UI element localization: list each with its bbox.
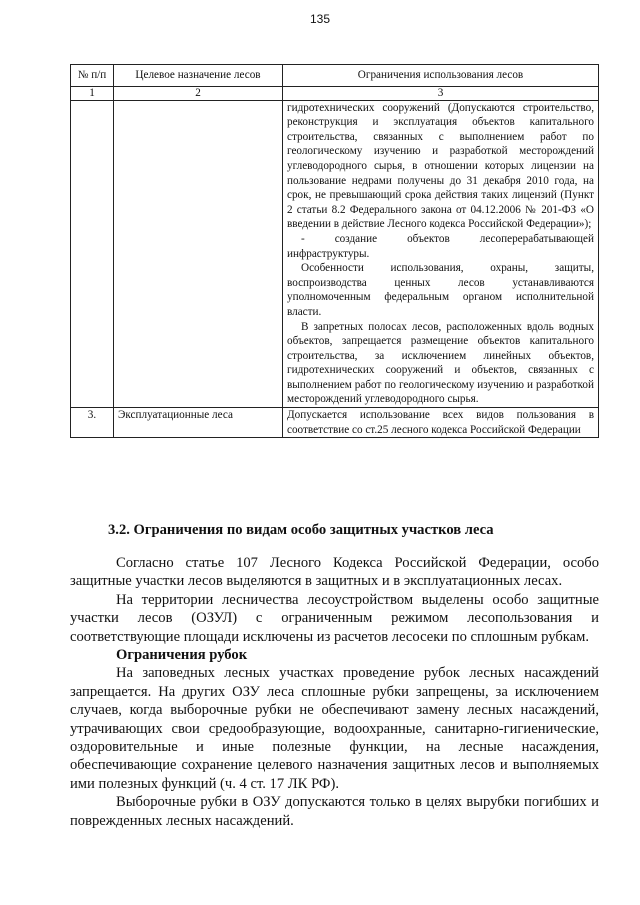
table-row (71, 408, 599, 438)
body-paragraph: На территории лесничества лесоустройством выделены особо защитные участки лесов (ОЗУЛ) с ограниченным режимом лесопользования и соответствующие площади исключены из расчетов лесосеки по сплошным рубкам. (70, 591, 599, 645)
header-number: № п/п (71, 65, 114, 87)
table-header-row (71, 65, 599, 87)
body-paragraph: Согласно статье 107 Лесного Кодекса Российской Федерации, особо защитные участки лесов выделяются в защитных и в эксплуатационных лесах. (70, 555, 599, 590)
body-paragraph: Выборочные рубки в ОЗУ допускаются только в целях вырубки погибших и поврежденных лесных насаждений. (70, 794, 599, 829)
subheading: Ограничения рубок (116, 647, 248, 664)
row-number-cell (71, 100, 114, 407)
restriction-paragraph: В запретных полосах лесов, расположенных вдоль водных объектов, запрещается размещение объектов капитального строительства, за исключением линейных объектов, гидротехнических сооружений и объектов, связанных с выполнением работ по геологическому изучению и разработкой месторождений углеводородного сырья. (287, 320, 594, 406)
restriction-paragraph: Особенности использования, охраны, защиты, воспроизводства ценных лесов устанавливаются уполномоченным федеральным органом исполнительной власти. (287, 262, 594, 318)
column-number: 3 (283, 86, 599, 100)
restriction-paragraph: гидротехнических сооружений (Допускаются строительство, реконструкция и эксплуатация объектов капитального строительства, связанных с выполнением работ по геологическому изучению и разработкой месторождений углеводородного сырья, в отношении которых лицензии на пользование недрами получены до 31 декабря 2010 года, на срок, не превышающий срока действия таких лицензий (Пункт 2 статьи 8.2 Федерального закона от 04.12.2006 № 201-ФЗ «О введении в действие Лесного кодекса Российской Федерации»); (287, 101, 594, 231)
column-number: 2 (114, 86, 283, 100)
restriction-cell (283, 408, 599, 438)
restriction-paragraph: Допускается использование всех видов пользования в соответствие со ст.25 лесного кодекса Российской Федерации (287, 409, 594, 436)
forest-restrictions-table (70, 64, 599, 438)
section-title: 3.2. Ограничения по видам особо защитных участков леса (108, 522, 494, 538)
header-restrictions: Ограничения использования лесов (283, 65, 599, 87)
page-number: 135 (309, 12, 331, 26)
row-number-cell: 3. (71, 408, 114, 438)
column-number-row (71, 86, 599, 100)
purpose-cell (114, 100, 283, 407)
restriction-cell (283, 100, 599, 407)
column-number: 1 (71, 86, 114, 100)
table-row (71, 100, 599, 407)
body-paragraph: На заповедных лесных участках проведение рубок лесных насаждений запрещается. На других ОЗУ леса сплошные рубки запрещены, за исключением случаев, когда выборочные рубки не обеспечивают замену лесных насаждений, утрачивающих свои средообразующие, водоохранные, санитарно-гигиенические, оздоровительные и иные полезные функции, на лесные насаждения, обеспечивающие сохранение целевого назначения защитных лесов и выполняемых ими полезных функций (ч. 4 ст. 17 ЛК РФ). (70, 665, 599, 792)
section-body (70, 554, 599, 830)
header-purpose: Целевое назначение лесов (114, 65, 283, 87)
restriction-paragraph: - создание объектов лесоперерабатывающей инфраструктуры. (287, 232, 594, 260)
purpose-cell: Эксплуатационные леса (114, 408, 283, 438)
